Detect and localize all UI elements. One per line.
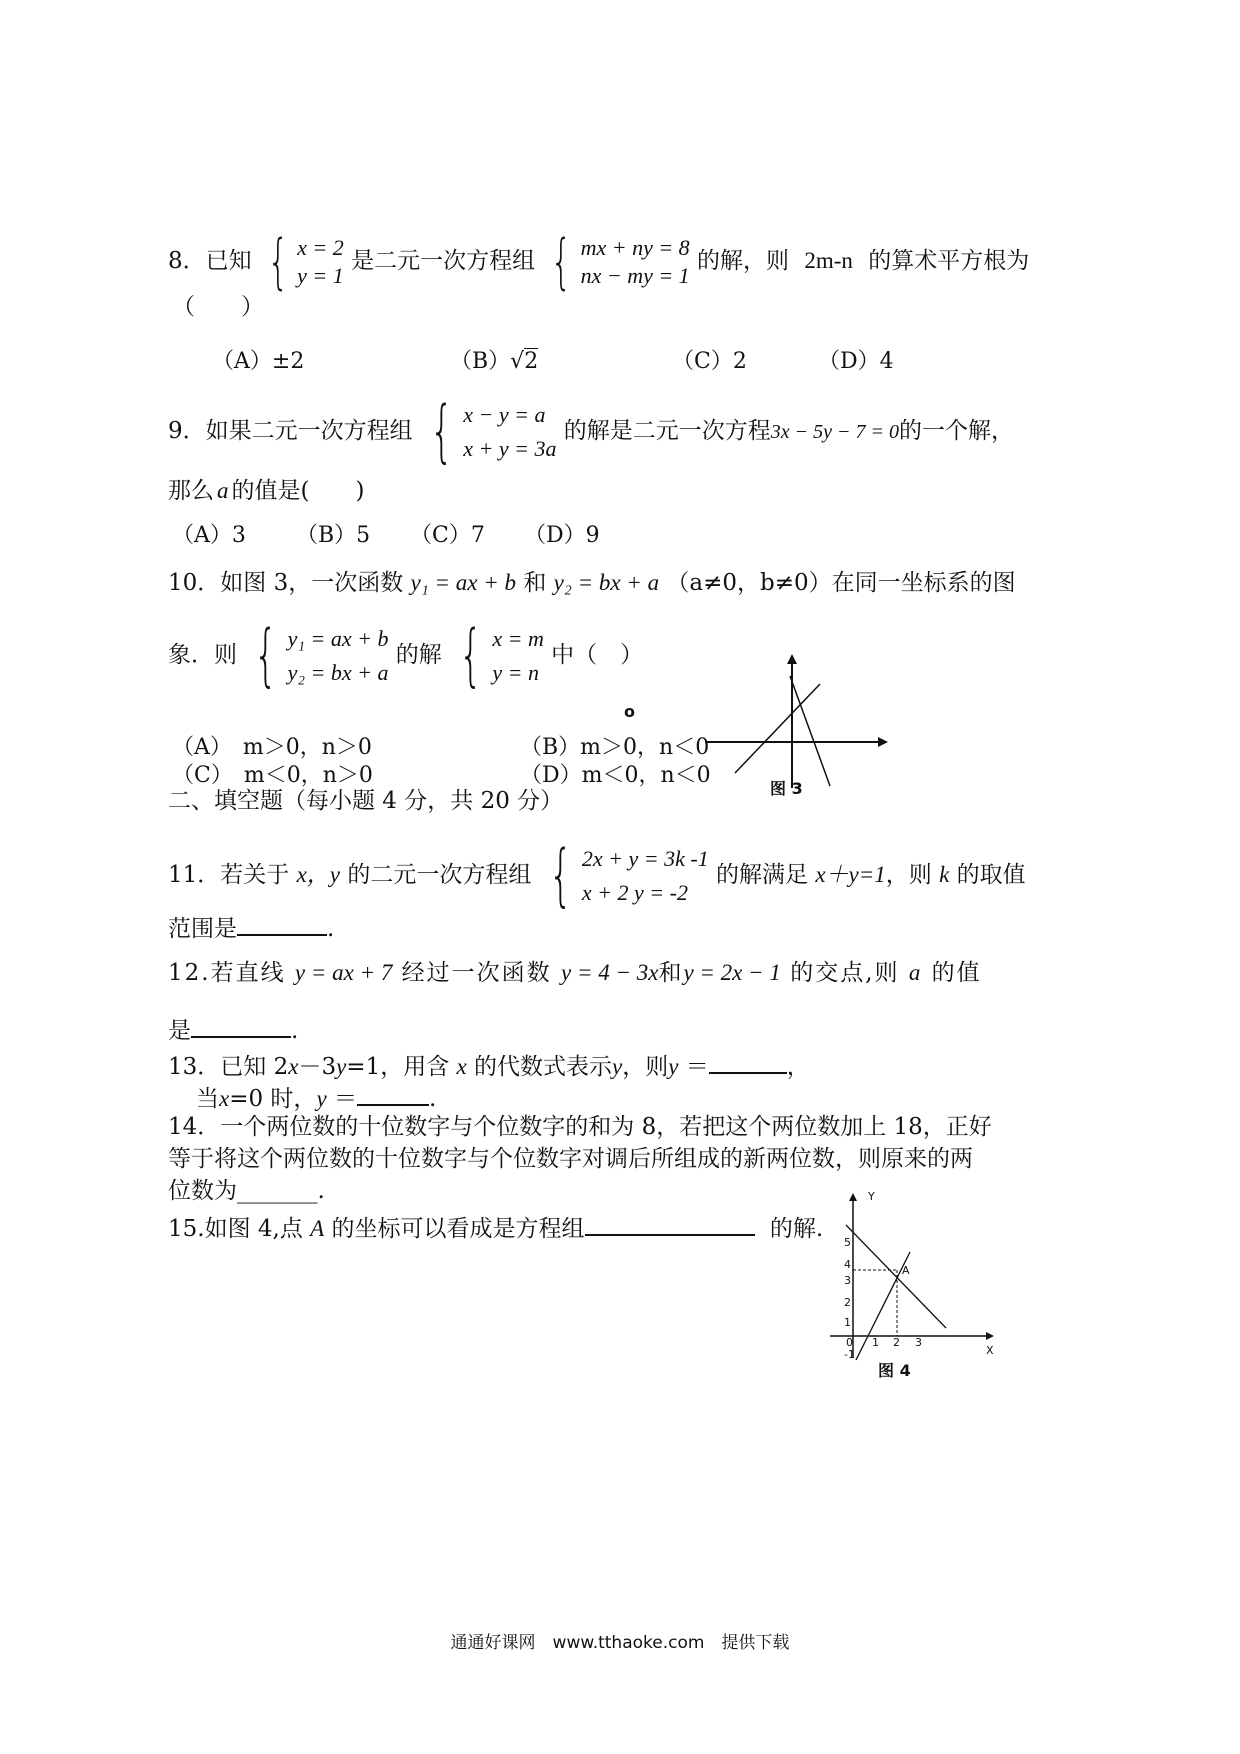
q9-option-c: （C）7 (410, 523, 485, 548)
q8-number: 8．已知 (168, 248, 252, 274)
figure-4-x-tick-1: 1 (872, 1336, 879, 1349)
q10-option-a: （A） m＞0，n＞0 (172, 735, 372, 760)
q10-line1: 10．如图 3，一次函数 y₁ = ax + b 和 y₂ = bx + a （a≠0，b≠0）在同一坐标系的图 (168, 570, 1016, 596)
q8-expr: 2m-n (804, 248, 853, 273)
q8-option-c: （C）2 (672, 349, 747, 374)
left-brace: { (254, 616, 278, 695)
q11-system: { 2x + y = 3k -1 x + 2 y = -2 (548, 836, 709, 915)
left-brace: { (550, 227, 572, 297)
q8-option-a: （A）±2 (212, 349, 305, 374)
q8-sys2-eq1: mx + ny = 8 (580, 235, 690, 260)
q14-line2: 等于将这个两位数的十位数字与个位数字对调后所组成的新两位数，则原来的两 (168, 1146, 973, 1172)
q9-option-a: （A）3 (172, 523, 246, 548)
figure-4-neg-one: -1 (844, 1348, 855, 1361)
left-brace: { (548, 836, 573, 915)
q13-line2: 当x=0 时，y ＝ . (196, 1080, 436, 1114)
q8-tail: 的解，则 (697, 248, 789, 274)
q8-tail2: 的算术平方根为 (868, 248, 1030, 274)
figure-4-x-tick-2: 2 (893, 1336, 900, 1349)
q8-system2 (542, 227, 690, 297)
q9-sys-eq1: x − y = a (463, 402, 546, 427)
q15-line1: 15.如图 4,点 A 的坐标可以看成是方程组 的解. (168, 1210, 823, 1244)
q8-sys2-eq2: nx − my = 1 (580, 263, 690, 288)
q15-answer-blank[interactable] (585, 1210, 755, 1236)
q10-option-b: （B）m＞0，n＜0 (520, 735, 710, 760)
q11-line2: 范围是 . (168, 910, 334, 944)
figure-4-caption: 图 4 (878, 1361, 911, 1380)
left-brace: { (458, 616, 483, 695)
q10-option-c: （C） m＜0，n＞0 (172, 763, 373, 788)
q9-line1 (168, 392, 1015, 471)
figure-4-y-tick-1: 1 (844, 1316, 851, 1329)
q10-line2: 象．则 { y₁ = ax + b y₂ = bx + a 的解 { x = m y = n 中（ ） (168, 616, 644, 695)
page-footer: 通通好课网 www.tthaoke.com 提供下载 (450, 1633, 790, 1653)
q8-paren: （ ） (172, 294, 264, 320)
q10-f2: y₂ = bx + a (553, 570, 660, 595)
q9-tail: 的一个解， (899, 418, 1015, 444)
q8-system1 (259, 227, 344, 297)
q8-sys1-eq2: y = 1 (297, 263, 344, 288)
section-2-title: 二、填空题（每小题 4 分，共 20 分） (168, 788, 564, 814)
figure-4-y-tick-4: 4 (844, 1258, 851, 1271)
q8-option-d: （D）4 (818, 349, 894, 374)
q9-option-b: （B）5 (296, 523, 371, 548)
figure-4-x-label: X (986, 1344, 994, 1357)
q8-sys1-eq1: x = 2 (297, 235, 344, 260)
q14-line3: 位数为_______. (168, 1178, 325, 1204)
q11-line1: 11．若关于 x，y 的二元一次方程组 { 2x + y = 3k -1 x + 2 y = -2 的解满足 x＋y=1，则 k 的取值 (168, 836, 1026, 915)
q8-option-b: （B）√2 (450, 349, 539, 374)
q8-line1 (168, 227, 1030, 297)
sqrt-icon: √ (510, 349, 525, 374)
figure-4-y-label: Y (868, 1190, 875, 1203)
left-brace: { (267, 227, 289, 297)
q13-answer-blank-1[interactable] (709, 1048, 787, 1074)
figure-3-caption: 图 3 (770, 779, 803, 798)
figure-4-y-tick-2: 2 (844, 1296, 851, 1309)
left-brace: { (429, 392, 454, 471)
figure-4-x-tick-3: 3 (915, 1336, 922, 1349)
q13-answer-blank-2[interactable] (357, 1080, 429, 1106)
figure-4 (826, 1188, 1006, 1388)
q9-sys-eq2: x + y = 3a (463, 436, 557, 461)
q9-system (420, 392, 557, 471)
figure-4-y-tick-5: 5 (844, 1236, 851, 1249)
q10-system: { y₁ = ax + b y₂ = bx + a (254, 616, 389, 695)
figure-4-origin: 0 (846, 1336, 853, 1349)
figure-3 (624, 648, 900, 808)
figure-3-origin-label: o (624, 702, 635, 721)
q12-line1: 12.若直线 y = ax + 7 经过一次函数 y = 4 − 3x和y = 2x − 1 的交点,则 a 的值 (168, 960, 982, 986)
q14-line1: 14．一个两位数的十位数字与个位数字的和为 8，若把这个两位数加上 18，正好 (168, 1114, 992, 1140)
figure-4-point-a-label: A (902, 1264, 910, 1277)
q9-mid: 的解是二元一次方程 (563, 418, 771, 444)
q9-line2: 那么 a 的值是( ) (168, 478, 365, 504)
q10-solution: { x = m y = n (458, 616, 544, 695)
q8-mid: 是二元一次方程组 (351, 248, 536, 274)
q13-line1: 13．已知 2x－3y=1，用含 x 的代数式表示y，则y ＝ ， (168, 1048, 810, 1082)
q9-equation: 3x − 5y − 7 = 0 (770, 421, 900, 443)
q10-cond: （a≠0，b≠0）在同一坐标系的图 (666, 570, 1016, 596)
q11-answer-blank[interactable] (237, 910, 327, 936)
q10-f1: y₁ = ax + b (410, 570, 516, 595)
figure-4-y-tick-3: 3 (844, 1274, 851, 1287)
q12-answer-blank[interactable] (191, 1012, 291, 1038)
q9-number: 9．如果二元一次方程组 (168, 418, 413, 444)
q9-option-d: （D）9 (524, 523, 600, 548)
q10-option-d: （D）m＜0，n＜0 (520, 763, 711, 788)
figure-3-graph (700, 648, 900, 788)
q12-line2: 是 . (168, 1012, 298, 1046)
